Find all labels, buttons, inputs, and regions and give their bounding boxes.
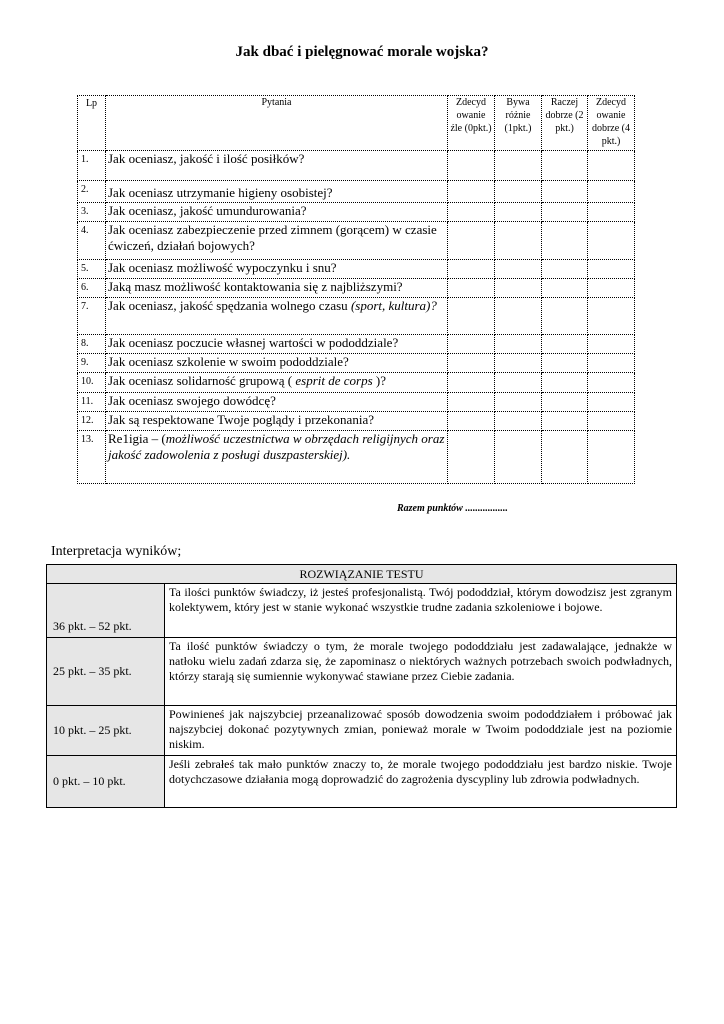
answer-cell[interactable] xyxy=(495,335,542,354)
answer-cell[interactable] xyxy=(588,279,635,298)
survey-table xyxy=(77,95,635,484)
solution-row xyxy=(47,638,677,706)
solution-heading-row xyxy=(47,565,677,584)
answer-cell[interactable] xyxy=(448,181,495,203)
row-number: 11. xyxy=(78,393,106,412)
question-text: Jak oceniasz poczucie własnej wartości w pododdziale? xyxy=(106,335,448,354)
answer-cell[interactable] xyxy=(448,298,495,335)
question-text: Jak oceniasz, jakość spędzania wolnego czasu (sport, kultura)? xyxy=(106,298,448,335)
survey-row xyxy=(78,260,635,279)
survey-row xyxy=(78,393,635,412)
answer-cell[interactable] xyxy=(448,354,495,373)
answer-cell[interactable] xyxy=(588,298,635,335)
answer-cell[interactable] xyxy=(588,181,635,203)
answer-cell[interactable] xyxy=(588,335,635,354)
question-text: Jaką masz możliwość kontaktowania się z najbliższymi? xyxy=(106,279,448,298)
question-text: Jak oceniasz, jakość umundurowania? xyxy=(106,203,448,222)
row-number: 2. xyxy=(78,181,106,203)
answer-cell[interactable] xyxy=(448,431,495,484)
question-text: Jak oceniasz, jakość i ilość posiłków? xyxy=(106,151,448,181)
question-text: Jak oceniasz swojego dowódcę? xyxy=(106,393,448,412)
survey-row xyxy=(78,354,635,373)
answer-cell[interactable] xyxy=(495,181,542,203)
answer-cell[interactable] xyxy=(495,431,542,484)
question-text: Jak są respektowane Twoje poglądy i przekonania? xyxy=(106,412,448,431)
survey-row xyxy=(78,151,635,181)
points-range: 0 pkt. – 10 pkt. xyxy=(47,756,165,808)
header-questions: Pytania xyxy=(106,96,448,151)
row-number: 8. xyxy=(78,335,106,354)
interpretation-text: Powinieneś jak najszybciej przeanalizować sposób dowodzenia swoim pododdziałem i próbować jak najszybciej dokonać pozytywnych zmian, ponieważ morale w Twoim pododdziale jest na poziomie niskim. xyxy=(165,706,677,756)
points-range: 10 pkt. – 25 pkt. xyxy=(47,706,165,756)
answer-cell[interactable] xyxy=(542,260,588,279)
row-number: 3. xyxy=(78,203,106,222)
header-col-rather-good: Raczej dobrze (2 pkt.) xyxy=(542,96,588,151)
answer-cell[interactable] xyxy=(588,203,635,222)
total-points-label: Razem punktów ................. xyxy=(397,503,508,514)
header-lp: Lp xyxy=(78,96,106,151)
survey-row xyxy=(78,203,635,222)
answer-cell[interactable] xyxy=(448,335,495,354)
header-col-mixed: Bywa różnie (1pkt.) xyxy=(495,96,542,151)
survey-header-row xyxy=(78,96,635,151)
answer-cell[interactable] xyxy=(542,335,588,354)
answer-cell[interactable] xyxy=(448,412,495,431)
answer-cell[interactable] xyxy=(448,279,495,298)
answer-cell[interactable] xyxy=(588,373,635,393)
answer-cell[interactable] xyxy=(542,151,588,181)
row-number: 4. xyxy=(78,222,106,260)
answer-cell[interactable] xyxy=(495,298,542,335)
header-col-very-bad: Zdecyd owanie źle (0pkt.) xyxy=(448,96,495,151)
answer-cell[interactable] xyxy=(542,181,588,203)
answer-cell[interactable] xyxy=(448,393,495,412)
interpretation-label: Interpretacja wyników; xyxy=(51,544,182,559)
answer-cell[interactable] xyxy=(448,222,495,260)
solution-row xyxy=(47,756,677,808)
answer-cell[interactable] xyxy=(588,393,635,412)
survey-row xyxy=(78,181,635,203)
row-number: 13. xyxy=(78,431,106,484)
answer-cell[interactable] xyxy=(542,298,588,335)
question-text: Jak oceniasz solidarność grupową ( esprit de corps )? xyxy=(106,373,448,393)
question-text: Jak oceniasz zabezpieczenie przed zimnem (gorącem) w czasie ćwiczeń, działań bojowych? xyxy=(106,222,448,260)
interpretation-text: Ta ilość punktów świadczy o tym, że morale twojego pododdziału jest zadawalające, jednakże w natłoku wielu zadań zdarza się, że zapominasz o niektórych ważnych potrzebach swoich podwładnych, którzy starają się sumiennie wykonywać stawiane przez Ciebie zadania. xyxy=(165,638,677,706)
answer-cell[interactable] xyxy=(448,373,495,393)
answer-cell[interactable] xyxy=(542,393,588,412)
points-range: 36 pkt. – 52 pkt. xyxy=(47,584,165,638)
survey-row xyxy=(78,335,635,354)
answer-cell[interactable] xyxy=(588,431,635,484)
answer-cell[interactable] xyxy=(495,203,542,222)
interpretation-text: Jeśli zebrałeś tak mało punktów znaczy to, że morale twojego pododdziału jest bardzo niskie. Twoje dotychczasowe działania mogą doprowadzić do zagrożenia dyscypliny lub zdrowia podwładnych. xyxy=(165,756,677,808)
answer-cell[interactable] xyxy=(588,354,635,373)
row-number: 6. xyxy=(78,279,106,298)
answer-cell[interactable] xyxy=(588,260,635,279)
survey-row xyxy=(78,431,635,484)
answer-cell[interactable] xyxy=(588,151,635,181)
answer-cell[interactable] xyxy=(542,222,588,260)
answer-cell[interactable] xyxy=(495,412,542,431)
answer-cell[interactable] xyxy=(495,222,542,260)
header-col-very-good: Zdecyd owanie dobrze (4 pkt.) xyxy=(588,96,635,151)
answer-cell[interactable] xyxy=(495,354,542,373)
answer-cell[interactable] xyxy=(542,279,588,298)
answer-cell[interactable] xyxy=(588,222,635,260)
answer-cell[interactable] xyxy=(448,151,495,181)
answer-cell[interactable] xyxy=(495,260,542,279)
answer-cell[interactable] xyxy=(542,354,588,373)
answer-cell[interactable] xyxy=(495,279,542,298)
survey-row xyxy=(78,279,635,298)
row-number: 12. xyxy=(78,412,106,431)
answer-cell[interactable] xyxy=(495,151,542,181)
answer-cell[interactable] xyxy=(448,203,495,222)
answer-cell[interactable] xyxy=(495,393,542,412)
row-number: 9. xyxy=(78,354,106,373)
points-range: 25 pkt. – 35 pkt. xyxy=(47,638,165,706)
answer-cell[interactable] xyxy=(542,373,588,393)
survey-row xyxy=(78,222,635,260)
solution-row xyxy=(47,706,677,756)
row-number: 7. xyxy=(78,298,106,335)
row-number: 5. xyxy=(78,260,106,279)
question-text: Jak oceniasz utrzymanie higieny osobistej? xyxy=(106,181,448,203)
answer-cell[interactable] xyxy=(495,373,542,393)
survey-row xyxy=(78,373,635,393)
question-text: Jak oceniasz możliwość wypoczynku i snu? xyxy=(106,260,448,279)
solution-row xyxy=(47,584,677,638)
row-number: 10. xyxy=(78,373,106,393)
solution-table xyxy=(46,564,677,808)
answer-cell[interactable] xyxy=(588,412,635,431)
answer-cell[interactable] xyxy=(448,260,495,279)
survey-row xyxy=(78,412,635,431)
answer-cell[interactable] xyxy=(542,431,588,484)
answer-cell[interactable] xyxy=(542,203,588,222)
answer-cell[interactable] xyxy=(542,412,588,431)
interpretation-text: Ta ilości punktów świadczy, iż jesteś profesjonalistą. Twój pododdział, którym dowodzisz jest zgranym kolektywem, który jest w stanie wykonać wszystkie trudne zadania szkoleniowe i bojowe. xyxy=(165,584,677,638)
document-title: Jak dbać i pielęgnować morale wojska? xyxy=(235,44,489,60)
solution-heading: ROZWIĄZANIE TESTU xyxy=(47,565,677,584)
survey-row xyxy=(78,298,635,335)
row-number: 1. xyxy=(78,151,106,181)
question-text: Jak oceniasz szkolenie w swoim pododdziale? xyxy=(106,354,448,373)
question-text: Re1igia – (możliwość uczestnictwa w obrzędach religijnych oraz jakość zadowolenia z posługi duszpasterskiej). xyxy=(106,431,448,484)
